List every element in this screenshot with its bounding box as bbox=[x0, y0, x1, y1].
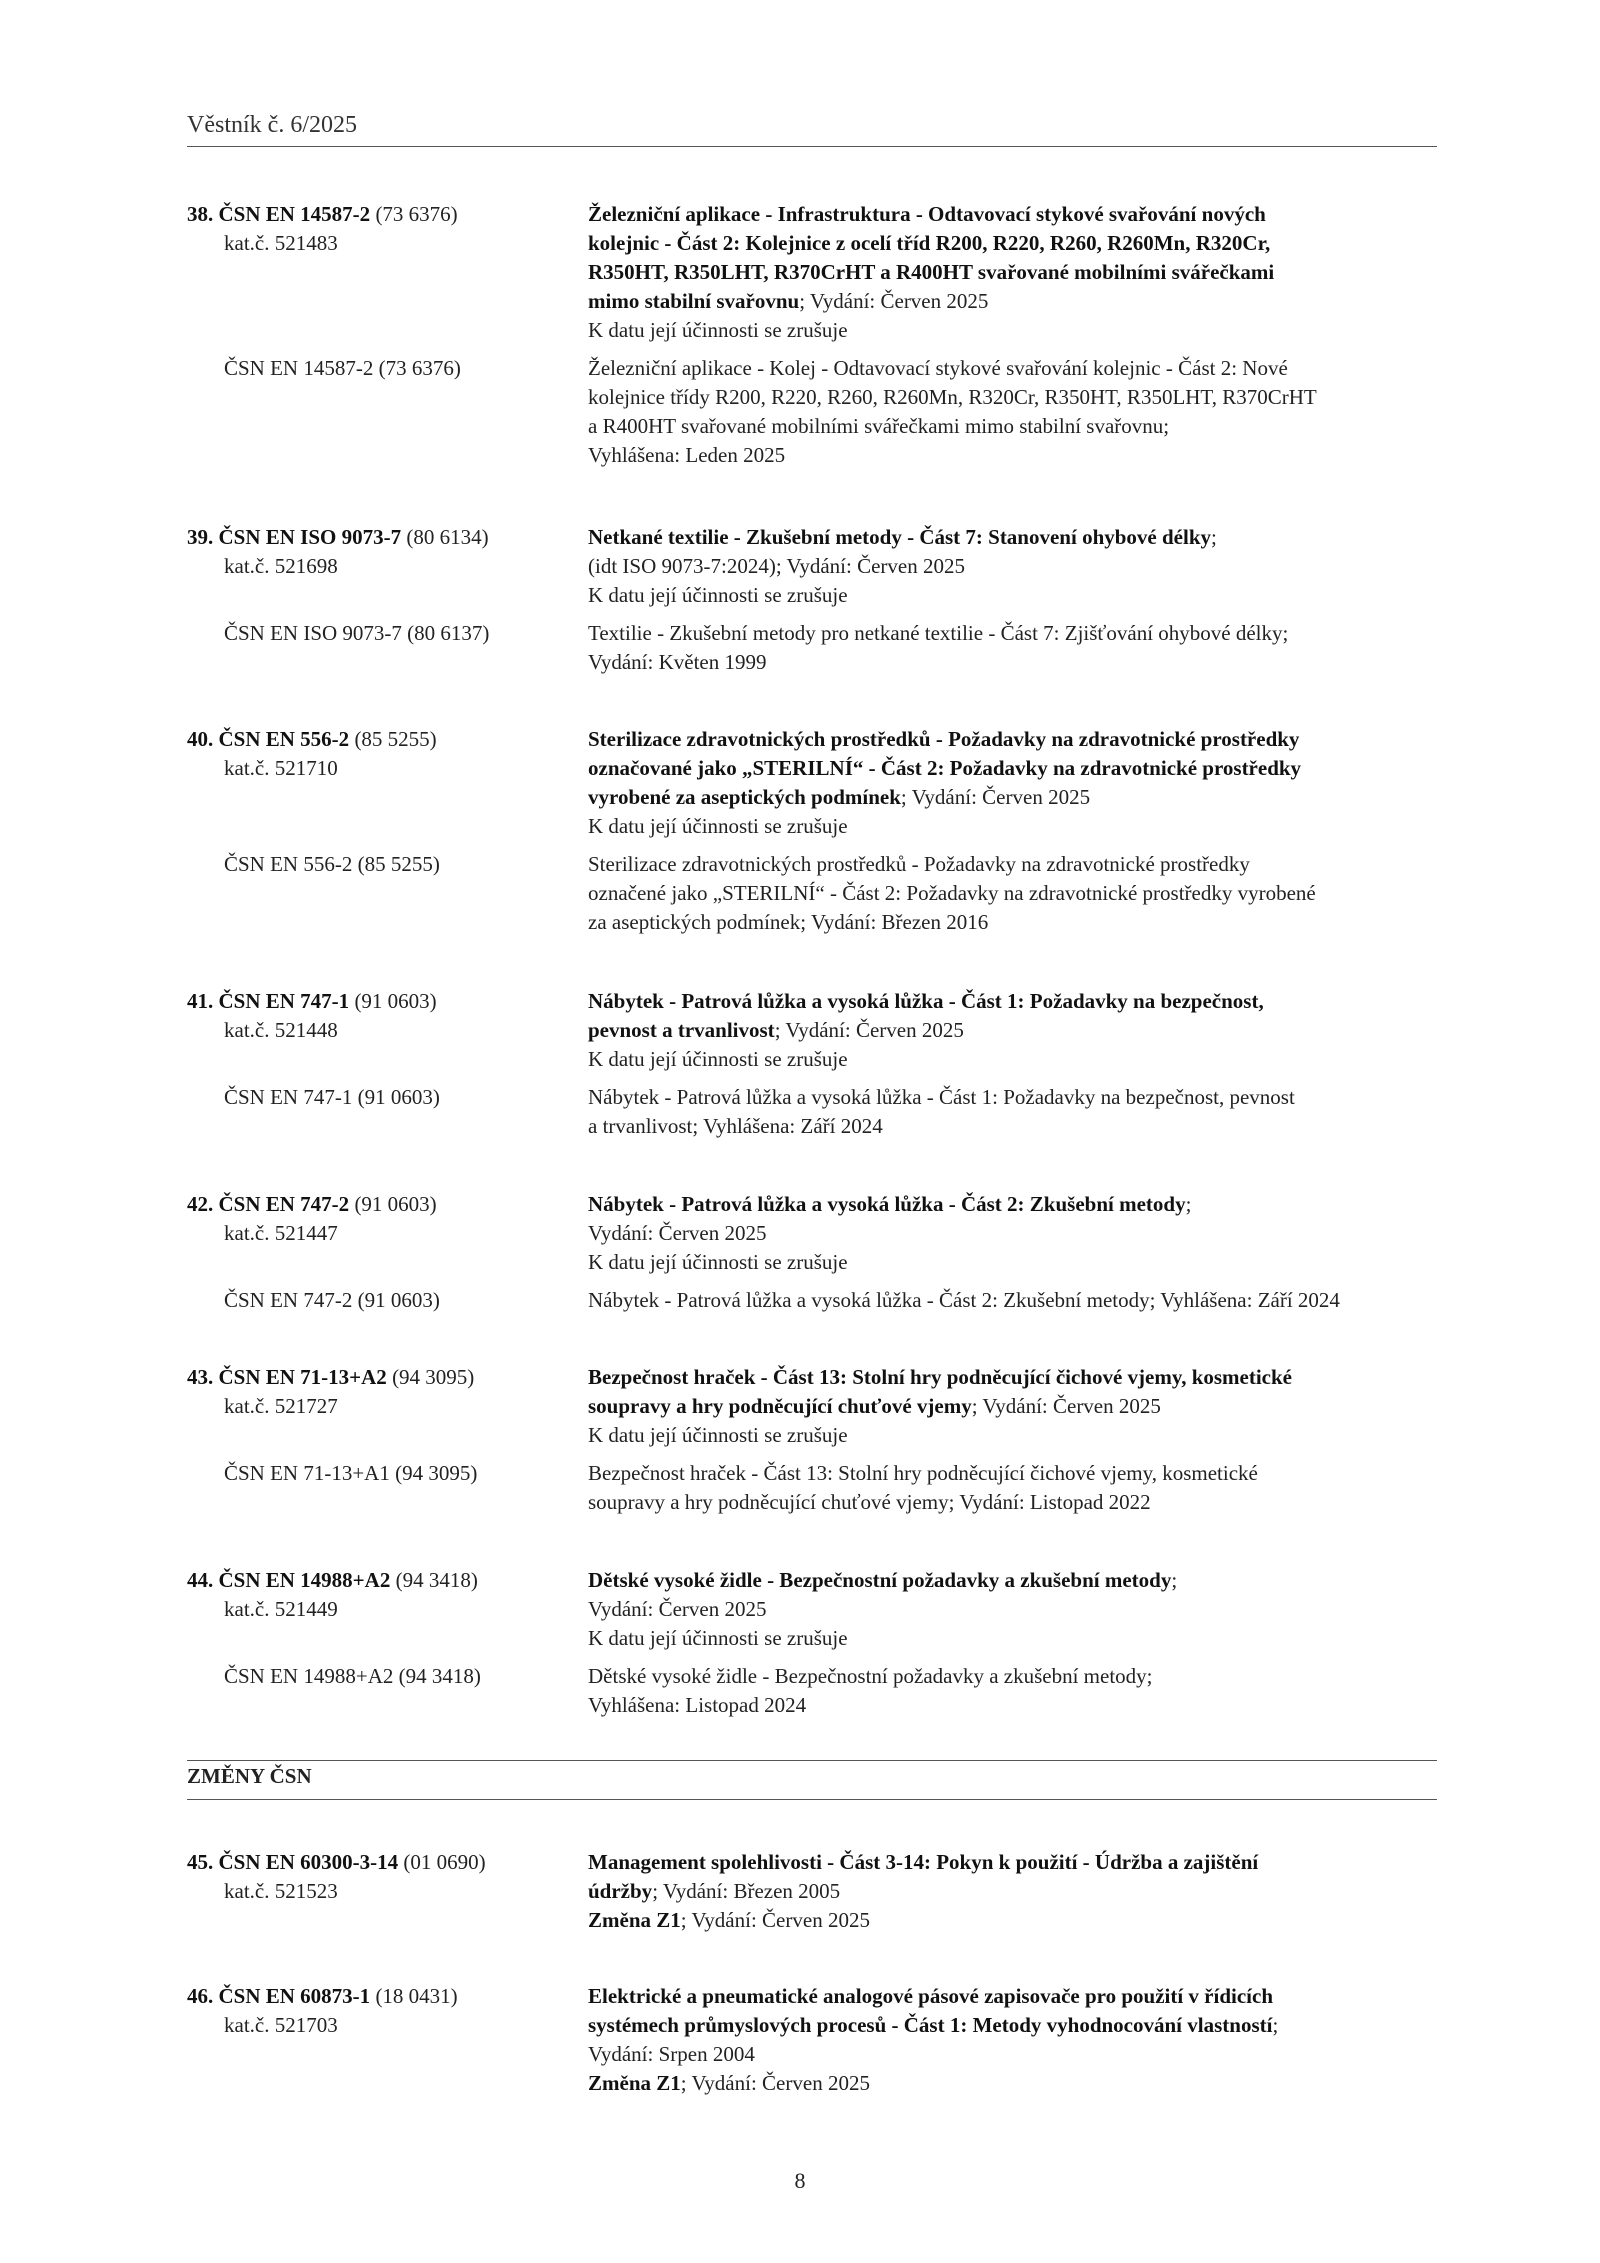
replaced-code: ČSN EN 747-2 (91 0603) bbox=[224, 1288, 440, 1312]
replaced-standard-row bbox=[0, 354, 1600, 470]
description-line bbox=[588, 1248, 1488, 1277]
replaced-code: ČSN EN 556-2 (85 5255) bbox=[224, 852, 440, 876]
new-standard-row bbox=[0, 523, 1600, 610]
title-detail: ; Vydání: Červen 2025 bbox=[680, 1908, 870, 1932]
title-bold: Management spolehlivosti - Část 3-14: Pokyn k použití - Údržba a zajištění bbox=[588, 1850, 1259, 1874]
standard-entry bbox=[0, 1363, 1600, 1517]
replaced-standard-row bbox=[0, 619, 1600, 677]
description-line bbox=[588, 1848, 1488, 1877]
journal-header: Věstník č. 6/2025 bbox=[187, 112, 357, 138]
new-standard-row bbox=[0, 1190, 1600, 1277]
description-line bbox=[588, 316, 1488, 345]
standard-entry bbox=[0, 1190, 1600, 1315]
title-detail: ; Vydání: Červen 2025 bbox=[680, 2071, 870, 2095]
title-detail: ; Vydání: Červen 2025 bbox=[971, 1394, 1161, 1418]
section-divider-top bbox=[187, 1760, 1437, 1761]
description-line bbox=[588, 287, 1488, 316]
standard-description bbox=[588, 1363, 1488, 1450]
replaced-description bbox=[588, 850, 1488, 937]
replaced-code: ČSN EN 747-1 (91 0603) bbox=[224, 1085, 440, 1109]
catalog-number: kat.č. 521483 bbox=[224, 231, 338, 255]
designation-line bbox=[187, 1566, 567, 1595]
description-line bbox=[588, 1016, 1488, 1045]
standard-designation bbox=[187, 1982, 567, 2040]
title-detail: Vydání: Červen 2025 bbox=[588, 1597, 767, 1621]
catalog-number: kat.č. 521448 bbox=[224, 1018, 338, 1042]
description-line: Vydání: Květen 1999 bbox=[588, 650, 767, 674]
title-bold: kolejnic - Část 2: Kolejnice z ocelí tříd R200, R220, R260, R260Mn, R320Cr, bbox=[588, 231, 1271, 255]
entry-number: 40. bbox=[187, 727, 214, 751]
description-line: a R400HT svařované mobilními svářečkami mimo stabilní svařovnu; bbox=[588, 414, 1170, 438]
title-bold: pevnost a trvanlivost bbox=[588, 1018, 775, 1042]
description-line bbox=[588, 725, 1488, 754]
section-divider-bottom bbox=[187, 1799, 1437, 1800]
catalog-number: kat.č. 521449 bbox=[224, 1597, 338, 1621]
new-standard-row bbox=[0, 1363, 1600, 1450]
entry-number: 38. bbox=[187, 202, 214, 226]
title-bold: mimo stabilní svařovnu bbox=[588, 289, 800, 313]
title-bold: Bezpečnost hraček - Část 13: Stolní hry podněcující čichové vjemy, kosmetické bbox=[588, 1365, 1293, 1389]
standard-description bbox=[588, 200, 1488, 345]
catalog-number: kat.č. 521703 bbox=[224, 2013, 338, 2037]
replaced-designation bbox=[187, 850, 567, 879]
replaced-designation bbox=[187, 1083, 567, 1112]
description-line: Textilie - Zkušební metody pro netkané textilie - Část 7: Zjišťování ohybové délky; bbox=[588, 621, 1289, 645]
description-line bbox=[588, 258, 1488, 287]
replaced-description bbox=[588, 1083, 1488, 1141]
title-detail: Vydání: Srpen 2004 bbox=[588, 2042, 755, 2066]
standard-entry bbox=[0, 200, 1600, 470]
description-line: Vyhlášena: Listopad 2024 bbox=[588, 1693, 807, 1717]
standard-description bbox=[588, 523, 1488, 610]
replaced-designation bbox=[187, 1286, 567, 1315]
title-detail: ; bbox=[1171, 1568, 1178, 1592]
new-standard-row bbox=[0, 1566, 1600, 1653]
section-title: ZMĚNY ČSN bbox=[187, 1764, 312, 1788]
standard-entry bbox=[0, 1848, 1600, 1935]
description-line bbox=[588, 754, 1488, 783]
entry-number: 43. bbox=[187, 1365, 214, 1389]
new-standard-row bbox=[0, 725, 1600, 841]
new-standard-row bbox=[0, 1848, 1600, 1935]
classification-code: (18 0431) bbox=[375, 1984, 458, 2008]
standard-description bbox=[588, 725, 1488, 841]
description-line bbox=[588, 523, 1488, 552]
replaced-code: ČSN EN 71-13+A1 (94 3095) bbox=[224, 1461, 478, 1485]
title-detail: K datu její účinnosti se zrušuje bbox=[588, 1626, 848, 1650]
catalog-number: kat.č. 521698 bbox=[224, 554, 338, 578]
title-bold: Železniční aplikace - Infrastruktura - Odtavovací stykové svařování nových bbox=[588, 202, 1266, 226]
standard-code: ČSN EN 556-2 bbox=[218, 727, 350, 751]
description-line bbox=[588, 1190, 1488, 1219]
title-bold: Nábytek - Patrová lůžka a vysoká lůžka - Část 1: Požadavky na bezpečnost, bbox=[588, 989, 1264, 1013]
title-bold: Změna Z1 bbox=[588, 1908, 681, 1932]
standard-code: ČSN EN 14587-2 bbox=[218, 202, 371, 226]
designation-line bbox=[187, 987, 567, 1016]
description-line: soupravy a hry podněcující chuťové vjemy; Vydání: Listopad 2022 bbox=[588, 1490, 1151, 1514]
title-bold: soupravy a hry podněcující chuťové vjemy bbox=[588, 1394, 972, 1418]
title-detail: K datu její účinnosti se zrušuje bbox=[588, 814, 848, 838]
standard-designation bbox=[187, 725, 567, 783]
new-standard-row bbox=[0, 1982, 1600, 2098]
standard-code: ČSN EN 60873-1 bbox=[218, 1984, 371, 2008]
description-line: Bezpečnost hraček - Část 13: Stolní hry podněcující čichové vjemy, kosmetické bbox=[588, 1461, 1258, 1485]
entry-number: 42. bbox=[187, 1192, 214, 1216]
entry-number: 41. bbox=[187, 989, 214, 1013]
title-bold: Netkané textilie - Zkušební metody - Část 7: Stanovení ohybové délky bbox=[588, 525, 1212, 549]
title-bold: vyrobené za aseptických podmínek bbox=[588, 785, 901, 809]
replaced-description bbox=[588, 1662, 1488, 1720]
title-detail: ; Vydání: Březen 2005 bbox=[652, 1879, 841, 1903]
title-bold: systémech průmyslových procesů - Část 1: Metody vyhodnocování vlastností bbox=[588, 2013, 1273, 2037]
entry-number: 44. bbox=[187, 1568, 214, 1592]
designation-line bbox=[187, 1363, 567, 1392]
catalog-number: kat.č. 521710 bbox=[224, 756, 338, 780]
description-line bbox=[588, 1595, 1488, 1624]
standard-code: ČSN EN 14988+A2 bbox=[218, 1568, 391, 1592]
classification-code: (85 5255) bbox=[354, 727, 437, 751]
description-line bbox=[588, 2040, 1488, 2069]
title-bold: Změna Z1 bbox=[588, 2071, 681, 2095]
standard-designation bbox=[187, 200, 567, 258]
replaced-designation bbox=[187, 619, 567, 648]
replaced-designation bbox=[187, 1662, 567, 1691]
title-bold: Sterilizace zdravotnických prostředků - Požadavky na zdravotnické prostředky bbox=[588, 727, 1300, 751]
classification-code: (94 3418) bbox=[395, 1568, 478, 1592]
description-line: Sterilizace zdravotnických prostředků - Požadavky na zdravotnické prostředky bbox=[588, 852, 1250, 876]
title-detail: ; Vydání: Červen 2025 bbox=[900, 785, 1091, 809]
replaced-designation bbox=[187, 354, 567, 383]
title-detail: ; bbox=[1185, 1192, 1192, 1216]
standard-entry bbox=[0, 523, 1600, 677]
classification-code: (73 6376) bbox=[375, 202, 458, 226]
catalog-number: kat.č. 521727 bbox=[224, 1394, 338, 1418]
catalog-number: kat.č. 521523 bbox=[224, 1879, 338, 1903]
standard-designation bbox=[187, 1363, 567, 1421]
classification-code: (91 0603) bbox=[354, 1192, 437, 1216]
replaced-code: ČSN EN 14988+A2 (94 3418) bbox=[224, 1664, 481, 1688]
description-line bbox=[588, 1982, 1488, 2011]
title-bold: označované jako „STERILNÍ“ - Část 2: Požadavky na zdravotnické prostředky bbox=[588, 756, 1302, 780]
standard-designation bbox=[187, 987, 567, 1045]
description-line bbox=[588, 1421, 1488, 1450]
title-detail: K datu její účinnosti se zrušuje bbox=[588, 583, 848, 607]
standard-entry bbox=[0, 725, 1600, 937]
replaced-code: ČSN EN ISO 9073-7 (80 6137) bbox=[224, 621, 490, 645]
designation-line bbox=[187, 1848, 567, 1877]
title-bold: R350HT, R350LHT, R370CrHT a R400HT svařované mobilními svářečkami bbox=[588, 260, 1275, 284]
standard-designation bbox=[187, 1190, 567, 1248]
designation-line bbox=[187, 523, 567, 552]
page-number: 8 bbox=[794, 2168, 806, 2193]
description-line: za aseptických podmínek; Vydání: Březen 2016 bbox=[588, 910, 989, 934]
new-standard-row bbox=[0, 987, 1600, 1074]
title-bold: Elektrické a pneumatické analogové pásové zapisovače pro použití v řídicích bbox=[588, 1984, 1274, 2008]
standard-entry bbox=[0, 1566, 1600, 1720]
description-line bbox=[588, 1363, 1488, 1392]
entry-number: 45. bbox=[187, 1850, 214, 1874]
standard-description bbox=[588, 1566, 1488, 1653]
standard-code: ČSN EN 71-13+A2 bbox=[218, 1365, 387, 1389]
standard-description bbox=[588, 1190, 1488, 1277]
description-line: Nábytek - Patrová lůžka a vysoká lůžka - Část 2: Zkušební metody; Vyhlášena: Září 2024 bbox=[588, 1288, 1340, 1312]
replaced-description bbox=[588, 1459, 1488, 1517]
description-line bbox=[588, 1566, 1488, 1595]
classification-code: (01 0690) bbox=[403, 1850, 486, 1874]
standard-description bbox=[588, 1848, 1488, 1935]
replaced-description bbox=[588, 354, 1488, 470]
designation-line bbox=[187, 1982, 567, 2011]
title-detail: K datu její účinnosti se zrušuje bbox=[588, 1047, 848, 1071]
replaced-standard-row bbox=[0, 1083, 1600, 1141]
description-line: Dětské vysoké židle - Bezpečnostní požadavky a zkušební metody; bbox=[588, 1664, 1153, 1688]
replaced-code: ČSN EN 14587-2 (73 6376) bbox=[224, 356, 461, 380]
title-detail: K datu její účinnosti se zrušuje bbox=[588, 1250, 848, 1274]
description-line bbox=[588, 2011, 1488, 2040]
title-detail: K datu její účinnosti se zrušuje bbox=[588, 1423, 848, 1447]
title-detail: ; Vydání: Červen 2025 bbox=[799, 289, 989, 313]
replaced-standard-row bbox=[0, 1662, 1600, 1720]
designation-line bbox=[187, 725, 567, 754]
standard-entry bbox=[0, 987, 1600, 1141]
title-detail: ; bbox=[1211, 525, 1217, 549]
replaced-description bbox=[588, 619, 1488, 677]
description-line bbox=[588, 1906, 1488, 1935]
classification-code: (80 6134) bbox=[406, 525, 489, 549]
standard-description bbox=[588, 987, 1488, 1074]
description-line: a trvanlivost; Vyhlášena: Září 2024 bbox=[588, 1114, 883, 1138]
description-line bbox=[588, 552, 1488, 581]
description-line bbox=[588, 581, 1488, 610]
title-detail: ; Vydání: Červen 2025 bbox=[774, 1018, 964, 1042]
replaced-standard-row bbox=[0, 1286, 1600, 1315]
new-standard-row bbox=[0, 200, 1600, 345]
standard-description bbox=[588, 1982, 1488, 2098]
title-bold: údržby bbox=[588, 1879, 653, 1903]
title-bold: Nábytek - Patrová lůžka a vysoká lůžka - Část 2: Zkušební metody bbox=[588, 1192, 1186, 1216]
description-line: označené jako „STERILNÍ“ - Část 2: Požadavky na zdravotnické prostředky vyrobené bbox=[588, 881, 1316, 905]
description-line bbox=[588, 987, 1488, 1016]
description-line bbox=[588, 1877, 1488, 1906]
designation-line bbox=[187, 200, 567, 229]
designation-line bbox=[187, 1190, 567, 1219]
standard-code: ČSN EN 747-1 bbox=[218, 989, 350, 1013]
title-detail: (idt ISO 9073-7:2024); Vydání: Červen 2025 bbox=[588, 554, 965, 578]
description-line: kolejnice třídy R200, R220, R260, R260Mn, R320Cr, R350HT, R350LHT, R370CrHT bbox=[588, 385, 1317, 409]
entry-number: 39. bbox=[187, 525, 214, 549]
description-line bbox=[588, 1392, 1488, 1421]
standard-designation bbox=[187, 1848, 567, 1906]
standard-designation bbox=[187, 1566, 567, 1624]
title-detail: ; bbox=[1272, 2013, 1279, 2037]
standard-code: ČSN EN 747-2 bbox=[218, 1192, 350, 1216]
description-line: Vyhlášena: Leden 2025 bbox=[588, 443, 786, 467]
standard-entry bbox=[0, 1982, 1600, 2098]
entry-number: 46. bbox=[187, 1984, 214, 2008]
standard-designation bbox=[187, 523, 567, 581]
replaced-standard-row bbox=[0, 850, 1600, 937]
description-line bbox=[588, 1045, 1488, 1074]
description-line bbox=[588, 2069, 1488, 2098]
title-detail: Vydání: Červen 2025 bbox=[588, 1221, 767, 1245]
replaced-description bbox=[588, 1286, 1488, 1315]
catalog-number: kat.č. 521447 bbox=[224, 1221, 338, 1245]
title-detail: K datu její účinnosti se zrušuje bbox=[588, 318, 848, 342]
description-line: Železniční aplikace - Kolej - Odtavovací stykové svařování kolejnic - Část 2: Nové bbox=[588, 356, 1288, 380]
description-line bbox=[588, 1219, 1488, 1248]
description-line bbox=[588, 783, 1488, 812]
description-line bbox=[588, 812, 1488, 841]
title-bold: Dětské vysoké židle - Bezpečnostní požadavky a zkušební metody bbox=[588, 1568, 1172, 1592]
description-line: Nábytek - Patrová lůžka a vysoká lůžka - Část 1: Požadavky na bezpečnost, pevnost bbox=[588, 1085, 1295, 1109]
description-line bbox=[588, 200, 1488, 229]
description-line bbox=[588, 229, 1488, 258]
standard-code: ČSN EN ISO 9073-7 bbox=[218, 525, 402, 549]
classification-code: (94 3095) bbox=[392, 1365, 475, 1389]
header-divider bbox=[187, 146, 1437, 147]
classification-code: (91 0603) bbox=[354, 989, 437, 1013]
replaced-standard-row bbox=[0, 1459, 1600, 1517]
standard-code: ČSN EN 60300-3-14 bbox=[218, 1850, 399, 1874]
description-line bbox=[588, 1624, 1488, 1653]
replaced-designation bbox=[187, 1459, 567, 1488]
